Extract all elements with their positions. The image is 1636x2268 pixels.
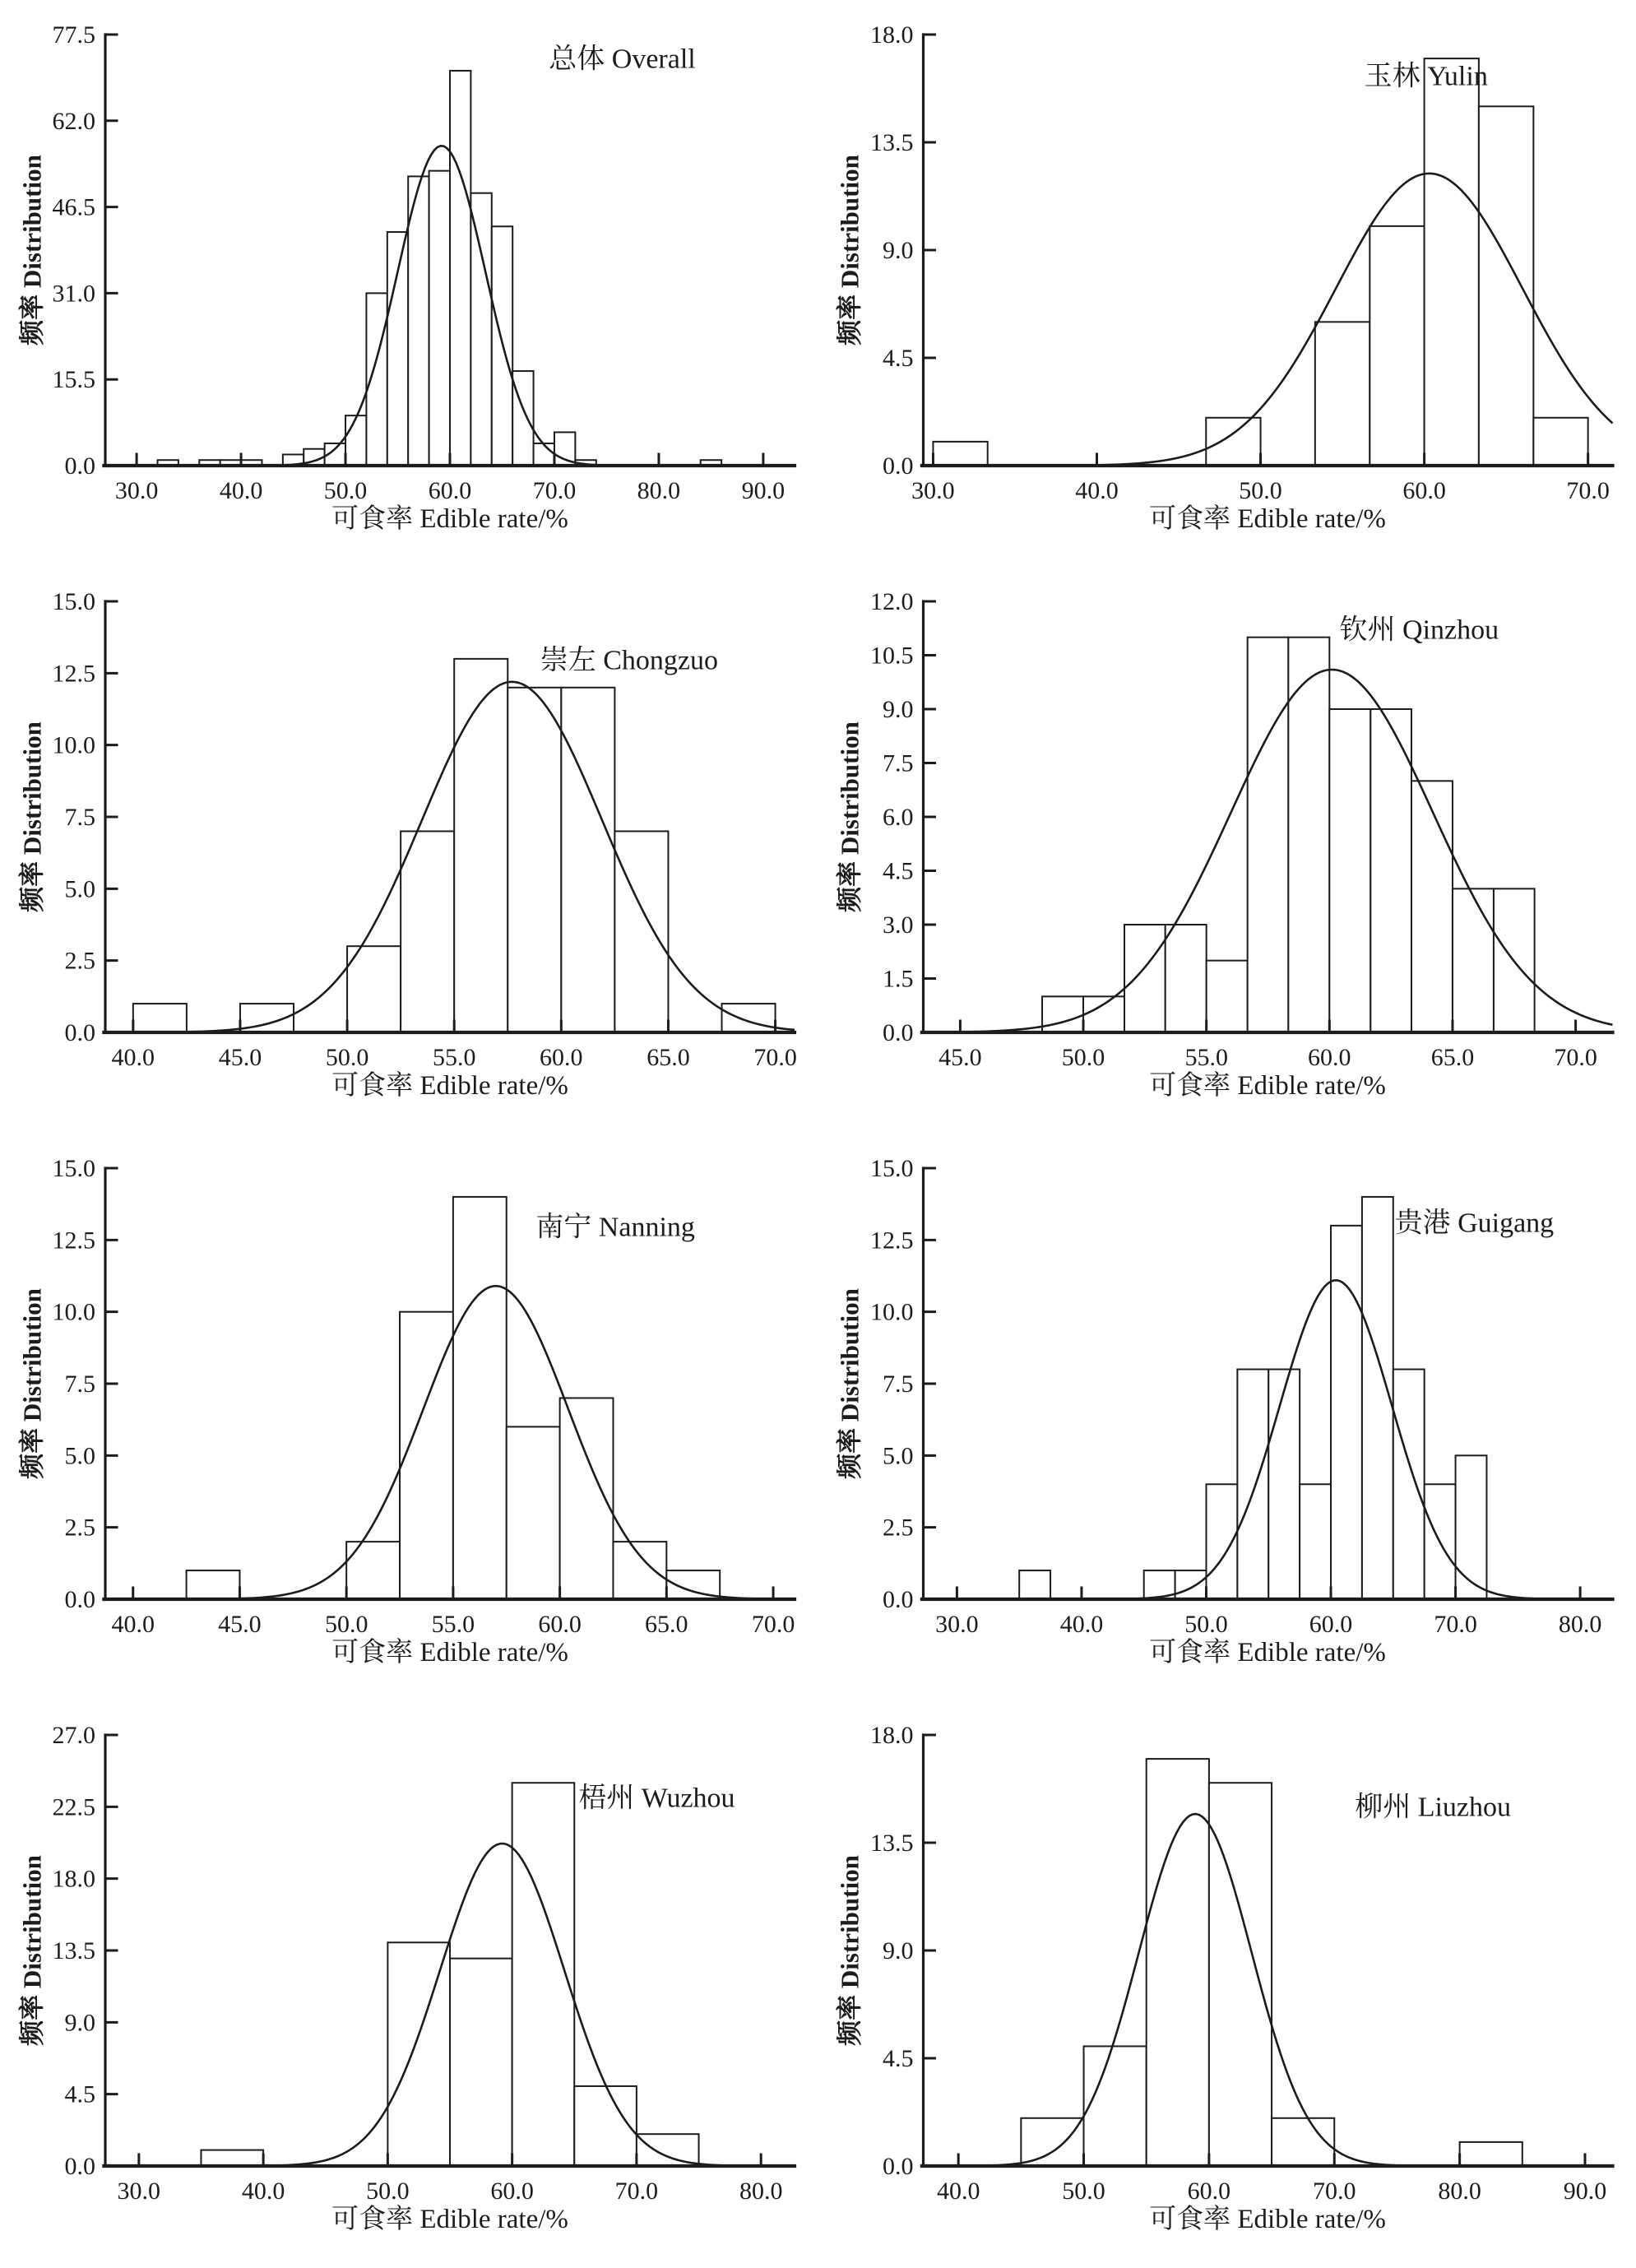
svg-text:12.5: 12.5 bbox=[870, 1227, 914, 1255]
svg-text:70.0: 70.0 bbox=[1554, 1044, 1597, 1071]
svg-text:80.0: 80.0 bbox=[1438, 2178, 1481, 2205]
svg-text:30.0: 30.0 bbox=[911, 477, 955, 504]
svg-text:10.0: 10.0 bbox=[52, 1298, 95, 1326]
x-axis-label: 可食率 Edible rate/% bbox=[331, 1638, 568, 1667]
svg-text:50.0: 50.0 bbox=[324, 1611, 368, 1638]
svg-text:0.0: 0.0 bbox=[64, 452, 95, 480]
svg-text:10.5: 10.5 bbox=[870, 642, 914, 670]
svg-text:50.0: 50.0 bbox=[325, 1044, 369, 1071]
svg-text:4.5: 4.5 bbox=[883, 345, 914, 372]
svg-text:50.0: 50.0 bbox=[1062, 2178, 1105, 2205]
svg-text:60.0: 60.0 bbox=[490, 2178, 534, 2205]
svg-text:12.0: 12.0 bbox=[870, 588, 914, 615]
svg-text:46.5: 46.5 bbox=[52, 193, 95, 221]
svg-text:80.0: 80.0 bbox=[739, 2178, 783, 2205]
svg-text:40.0: 40.0 bbox=[936, 2178, 980, 2205]
y-axis-label: 频率 Distribution bbox=[17, 155, 47, 346]
y-axis-label: 频率 Distribution bbox=[835, 1288, 864, 1479]
liuzhou-histogram-plot bbox=[818, 1700, 1636, 2267]
histogram-bars bbox=[133, 659, 776, 1032]
svg-text:65.0: 65.0 bbox=[647, 1044, 690, 1071]
svg-text:9.0: 9.0 bbox=[883, 1937, 914, 1964]
svg-text:4.5: 4.5 bbox=[883, 2045, 914, 2072]
svg-text:27.0: 27.0 bbox=[52, 1722, 95, 1749]
histogram-bars bbox=[933, 58, 1587, 466]
svg-text:60.0: 60.0 bbox=[538, 1611, 582, 1638]
panel-qinzhou bbox=[818, 567, 1636, 1134]
panel-yulin bbox=[818, 0, 1636, 567]
svg-text:50.0: 50.0 bbox=[1184, 1611, 1228, 1638]
svg-text:40.0: 40.0 bbox=[111, 1044, 155, 1071]
panel-title: 总体 Overall bbox=[549, 44, 696, 75]
svg-text:40.0: 40.0 bbox=[1059, 1611, 1104, 1638]
panel-title: 梧州 Wuzhou bbox=[578, 1783, 735, 1814]
svg-text:2.5: 2.5 bbox=[883, 1514, 914, 1542]
svg-text:77.5: 77.5 bbox=[52, 21, 95, 49]
svg-text:2.5: 2.5 bbox=[64, 947, 95, 975]
panel-liuzhou bbox=[818, 1700, 1636, 2267]
panel-nanning bbox=[0, 1134, 818, 1700]
svg-text:70.0: 70.0 bbox=[753, 1044, 797, 1071]
x-axis-label: 可食率 Edible rate/% bbox=[331, 1071, 568, 1101]
svg-text:13.5: 13.5 bbox=[870, 1830, 914, 1857]
svg-text:55.0: 55.0 bbox=[431, 1611, 475, 1638]
svg-text:45.0: 45.0 bbox=[218, 1044, 262, 1071]
svg-text:65.0: 65.0 bbox=[645, 1611, 688, 1638]
svg-text:18.0: 18.0 bbox=[870, 21, 914, 49]
svg-text:6.0: 6.0 bbox=[883, 804, 914, 831]
svg-text:12.5: 12.5 bbox=[52, 1227, 95, 1255]
panel-guigang bbox=[818, 1134, 1636, 1700]
panel-overall bbox=[0, 0, 818, 567]
svg-text:70.0: 70.0 bbox=[1566, 477, 1610, 504]
svg-text:80.0: 80.0 bbox=[637, 477, 681, 504]
svg-text:50.0: 50.0 bbox=[1239, 477, 1282, 504]
svg-text:5.0: 5.0 bbox=[883, 1442, 914, 1470]
y-axis-label: 频率 Distribution bbox=[17, 1855, 47, 2046]
svg-text:30.0: 30.0 bbox=[117, 2178, 161, 2205]
svg-text:1.5: 1.5 bbox=[883, 965, 914, 993]
svg-text:9.0: 9.0 bbox=[64, 2009, 95, 2037]
svg-text:10.0: 10.0 bbox=[870, 1298, 914, 1326]
svg-text:4.5: 4.5 bbox=[64, 2080, 95, 2108]
svg-text:40.0: 40.0 bbox=[1075, 477, 1119, 504]
histogram-bars bbox=[157, 71, 721, 466]
overall-histogram-plot bbox=[0, 0, 818, 567]
svg-text:15.0: 15.0 bbox=[52, 1155, 95, 1182]
svg-text:80.0: 80.0 bbox=[1558, 1611, 1602, 1638]
svg-text:50.0: 50.0 bbox=[1061, 1044, 1105, 1071]
histogram-bars bbox=[1042, 638, 1535, 1032]
panel-chongzuo bbox=[0, 567, 818, 1134]
svg-text:70.0: 70.0 bbox=[614, 2178, 659, 2205]
svg-text:60.0: 60.0 bbox=[540, 1044, 583, 1071]
svg-text:70.0: 70.0 bbox=[1434, 1611, 1477, 1638]
svg-text:13.5: 13.5 bbox=[52, 1937, 95, 1964]
svg-text:9.0: 9.0 bbox=[883, 696, 914, 723]
svg-text:30.0: 30.0 bbox=[935, 1611, 979, 1638]
y-axis-label: 频率 Distribution bbox=[17, 1288, 47, 1479]
x-axis-label: 可食率 Edible rate/% bbox=[331, 504, 568, 534]
svg-text:45.0: 45.0 bbox=[218, 1611, 262, 1638]
panel-title: 柳州 Liuzhou bbox=[1355, 1792, 1512, 1823]
svg-text:70.0: 70.0 bbox=[751, 1611, 795, 1638]
svg-text:0.0: 0.0 bbox=[883, 452, 914, 480]
liuzhou-histogram-svg bbox=[818, 1700, 1636, 2267]
svg-text:15.0: 15.0 bbox=[870, 1155, 914, 1182]
histogram-bars bbox=[201, 1783, 698, 2166]
svg-text:0.0: 0.0 bbox=[64, 1586, 95, 1613]
svg-text:0.0: 0.0 bbox=[883, 1019, 914, 1046]
svg-text:90.0: 90.0 bbox=[741, 477, 786, 504]
y-axis-label: 频率 Distribution bbox=[835, 1855, 864, 2046]
y-axis-label: 频率 Distribution bbox=[835, 155, 864, 346]
svg-text:40.0: 40.0 bbox=[219, 477, 263, 504]
histogram-bars bbox=[1019, 1197, 1486, 1599]
svg-text:70.0: 70.0 bbox=[1313, 2178, 1356, 2205]
svg-text:13.5: 13.5 bbox=[870, 129, 914, 156]
panel-title: 贵港 Guigang bbox=[1394, 1208, 1555, 1239]
svg-text:45.0: 45.0 bbox=[938, 1044, 982, 1071]
svg-text:50.0: 50.0 bbox=[366, 2178, 410, 2205]
panel-title: 崇左 Chongzuo bbox=[540, 645, 719, 676]
svg-text:9.0: 9.0 bbox=[883, 237, 914, 264]
histogram-bars bbox=[187, 1197, 721, 1599]
svg-text:15.0: 15.0 bbox=[52, 588, 95, 615]
svg-text:3.0: 3.0 bbox=[883, 911, 914, 939]
x-axis-label: 可食率 Edible rate/% bbox=[1149, 1638, 1386, 1667]
svg-text:0.0: 0.0 bbox=[883, 1586, 914, 1613]
x-axis-label: 可食率 Edible rate/% bbox=[331, 2205, 568, 2234]
svg-text:50.0: 50.0 bbox=[323, 477, 368, 504]
svg-text:18.0: 18.0 bbox=[870, 1722, 914, 1749]
yulin-histogram-svg bbox=[818, 0, 1636, 567]
panel-title: 钦州 Qinzhou bbox=[1339, 615, 1499, 646]
svg-text:55.0: 55.0 bbox=[432, 1044, 476, 1071]
svg-text:0.0: 0.0 bbox=[883, 2153, 914, 2180]
svg-text:12.5: 12.5 bbox=[52, 660, 95, 688]
y-axis-label: 频率 Distribution bbox=[835, 721, 864, 912]
svg-text:18.0: 18.0 bbox=[52, 1865, 95, 1893]
svg-text:60.0: 60.0 bbox=[1187, 2178, 1231, 2205]
svg-text:10.0: 10.0 bbox=[52, 731, 95, 759]
svg-text:90.0: 90.0 bbox=[1563, 2178, 1607, 2205]
x-axis-label: 可食率 Edible rate/% bbox=[1149, 504, 1386, 534]
qinzhou-histogram-svg bbox=[818, 567, 1636, 1134]
svg-text:30.0: 30.0 bbox=[114, 477, 159, 504]
svg-text:60.0: 60.0 bbox=[1309, 1611, 1353, 1638]
svg-text:60.0: 60.0 bbox=[428, 477, 472, 504]
svg-text:55.0: 55.0 bbox=[1184, 1044, 1228, 1071]
svg-text:4.5: 4.5 bbox=[883, 857, 914, 885]
svg-text:2.5: 2.5 bbox=[64, 1514, 95, 1542]
y-axis-label: 频率 Distribution bbox=[17, 721, 47, 912]
svg-text:7.5: 7.5 bbox=[64, 804, 95, 831]
svg-text:7.5: 7.5 bbox=[883, 1371, 914, 1398]
x-axis-label: 可食率 Edible rate/% bbox=[1149, 1071, 1386, 1101]
svg-text:5.0: 5.0 bbox=[64, 1442, 95, 1470]
svg-text:40.0: 40.0 bbox=[241, 2178, 285, 2205]
svg-text:60.0: 60.0 bbox=[1308, 1044, 1351, 1071]
svg-text:5.0: 5.0 bbox=[64, 875, 95, 903]
svg-text:7.5: 7.5 bbox=[883, 749, 914, 777]
svg-text:65.0: 65.0 bbox=[1430, 1044, 1475, 1071]
svg-text:0.0: 0.0 bbox=[64, 1019, 95, 1046]
yulin-histogram-plot bbox=[818, 0, 1636, 567]
overall-histogram-svg bbox=[0, 0, 818, 567]
svg-text:40.0: 40.0 bbox=[111, 1611, 155, 1638]
svg-text:0.0: 0.0 bbox=[64, 2153, 95, 2180]
svg-text:7.5: 7.5 bbox=[64, 1371, 95, 1398]
x-axis-label: 可食率 Edible rate/% bbox=[1149, 2205, 1386, 2234]
svg-text:15.5: 15.5 bbox=[52, 366, 95, 394]
panel-title: 南宁 Nanning bbox=[535, 1212, 695, 1243]
svg-text:22.5: 22.5 bbox=[52, 1793, 95, 1821]
panel-title: 玉林 Yulin bbox=[1364, 61, 1488, 92]
svg-text:62.0: 62.0 bbox=[52, 107, 95, 135]
svg-text:70.0: 70.0 bbox=[532, 477, 577, 504]
svg-text:60.0: 60.0 bbox=[1402, 477, 1446, 504]
qinzhou-histogram-plot bbox=[818, 567, 1636, 1134]
panel-wuzhou bbox=[0, 1700, 818, 2267]
svg-text:31.0: 31.0 bbox=[52, 280, 95, 308]
